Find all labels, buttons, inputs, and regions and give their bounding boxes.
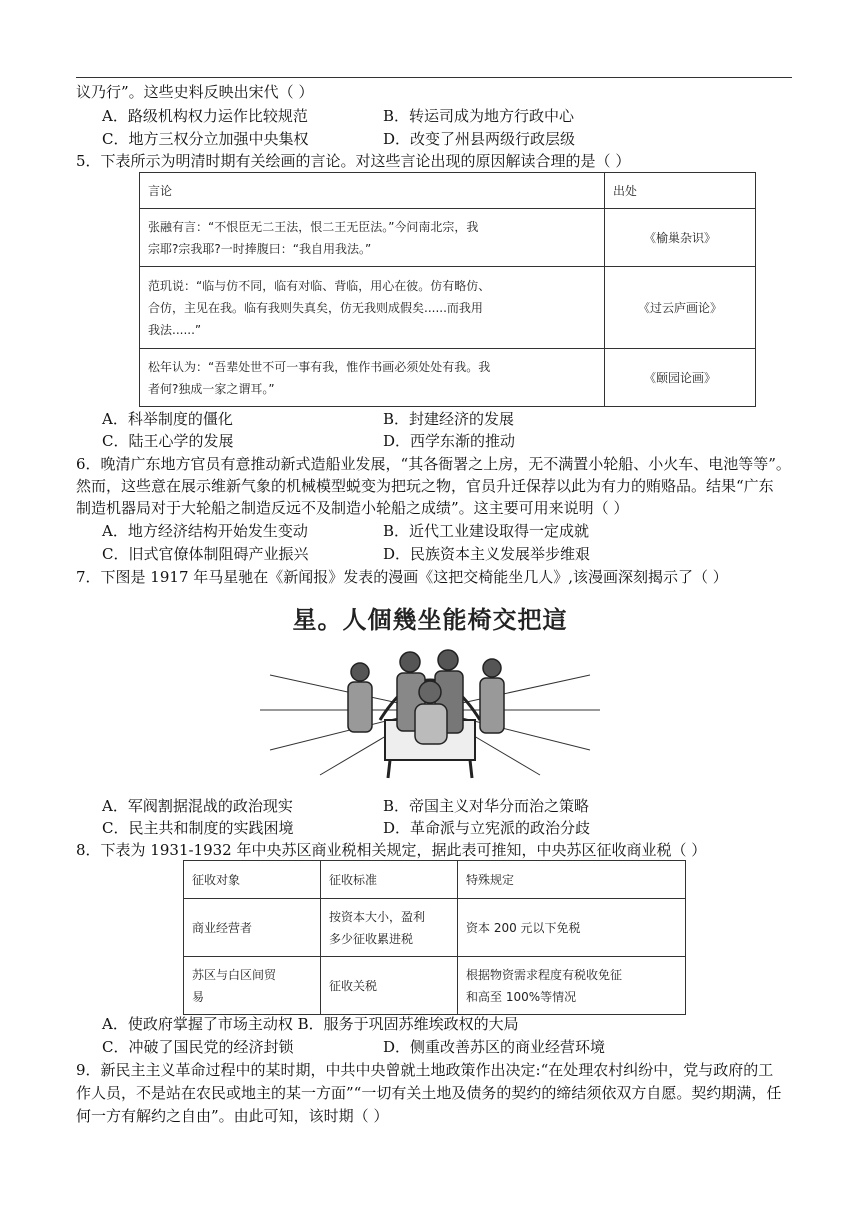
q8-header-standard: 征收标准 bbox=[321, 861, 458, 899]
table-row bbox=[184, 899, 686, 957]
q5-option-b[interactable]: B．封建经济的发展 bbox=[383, 410, 515, 428]
q5-row2-line3: 我法......” bbox=[148, 322, 202, 337]
table-row bbox=[184, 957, 686, 1015]
q5-row1-line2: 宗耶?宗我耶?一时捧腹曰：“我自用我法。” bbox=[148, 241, 372, 256]
q8-r1-c1: 商业经营者 bbox=[192, 920, 253, 935]
q5-row2-source: 《过云庐画论》 bbox=[605, 267, 756, 349]
q7-option-a[interactable]: A．军阀割据混战的政治现实 bbox=[102, 797, 293, 815]
q5-row1-source: 《榆巢杂识》 bbox=[605, 209, 756, 267]
header-rule bbox=[76, 77, 792, 78]
q6-option-a[interactable]: A．地方经济结构开始发生变动 bbox=[102, 522, 308, 540]
q8-table bbox=[183, 860, 686, 1015]
q8-option-c[interactable]: C．冲破了国民党的经济封锁 bbox=[102, 1038, 294, 1056]
q8-r2-c1-l1: 苏区与白区间贸 bbox=[192, 967, 277, 982]
q6-option-b[interactable]: B．近代工业建设取得一定成就 bbox=[383, 522, 590, 540]
q8-option-a-text: A．使政府掌握了市场主动权 bbox=[102, 1015, 293, 1033]
table-row bbox=[140, 209, 756, 267]
q5-row3-line2: 者何?独成一家之谓耳。” bbox=[148, 381, 275, 396]
q8-r2-c3-l1: 根据物资需求程度有税收免征 bbox=[466, 967, 623, 982]
q6-stem-line1: 6．晚清广东地方官员有意推动新式造船业发展，“其各衙署之上房，无不满置小轮船、小火车、电池等等”。 bbox=[76, 455, 791, 473]
q7-option-d[interactable]: D．革命派与立宪派的政治分歧 bbox=[383, 819, 591, 837]
q7-option-c[interactable]: C．民主共和制度的实践困境 bbox=[102, 819, 294, 837]
q5-row3-line1: 松年认为：“吾辈处世不可一事有我，惟作书画必须处处有我。我 bbox=[148, 359, 491, 374]
q8-r2-c1-l2: 易 bbox=[192, 989, 205, 1004]
q9-stem-line1: 9．新民主主义革命过程中的某时期，中共中央曾就土地政策作出决定:“在处理农村纠纷中，党与政府的工 bbox=[76, 1061, 774, 1079]
q5-row1-line1: 张融有言：“不恨臣无二王法，恨二王无臣法。”今问南北宗，我 bbox=[148, 219, 479, 234]
q8-option-b-text[interactable]: B．服务于巩固苏维埃政权的大局 bbox=[297, 1015, 519, 1033]
q7-stem: 7．下图是 1917 年马星驰在《新闻报》发表的漫画《这把交椅能坐几人》,该漫画深刻揭示了（ ） bbox=[76, 568, 728, 586]
q8-stem: 8．下表为 1931-1932 年中央苏区商业税相关规定，据此表可推知，中央苏区征收商业税（ ） bbox=[76, 841, 707, 859]
q6-stem-line2: 然而，这些意在展示维新气象的机械模型蜕变为把玩之物，官员升迁保荐以此为有力的贿赂品。结果“广东 bbox=[76, 477, 774, 495]
q8-r1-c2-l2: 多少征收累进税 bbox=[329, 931, 414, 946]
q5-option-d[interactable]: D．西学东渐的推动 bbox=[383, 432, 516, 450]
q8-r2-c2: 征收关税 bbox=[329, 978, 378, 993]
q5-stem: 5．下表所示为明清时期有关绘画的言论。对这些言论出现的原因解读合理的是（ ） bbox=[76, 152, 631, 170]
q7-option-b[interactable]: B．帝国主义对华分而治之策略 bbox=[383, 797, 590, 815]
table-row bbox=[140, 349, 756, 407]
q6-stem-line3: 制造机器局对于大轮船之制造反远不及制造小轮船之成绩”。这主要可用来说明（ ） bbox=[76, 499, 629, 517]
q5-option-a[interactable]: A．科举制度的僵化 bbox=[102, 410, 233, 428]
q8-r1-c3: 资本 200 元以下免税 bbox=[466, 920, 581, 935]
q5-option-c[interactable]: C．陆王心学的发展 bbox=[102, 432, 234, 450]
q4-stem-tail: 议乃行”。这些史料反映出宋代（ ） bbox=[76, 83, 314, 101]
q5-row2-line2: 合仿，主见在我。临有我则失真矣，仿无我则成假矣......而我用 bbox=[148, 300, 483, 315]
q9-stem-line3: 何一方有解约之自由”。由此可知，该时期（ ） bbox=[76, 1107, 389, 1125]
q4-option-a[interactable]: A．路级机构权力运作比较规范 bbox=[102, 107, 308, 125]
q4-option-b[interactable]: B．转运司成为地方行政中心 bbox=[383, 107, 575, 125]
q5-header-source: 出处 bbox=[605, 173, 756, 209]
table-row bbox=[140, 267, 756, 349]
q8-option-a[interactable] bbox=[102, 1014, 519, 1035]
q6-option-d[interactable]: D．民族资本主义发展举步维艰 bbox=[383, 545, 591, 563]
q8-option-d[interactable]: D．侧重改善苏区的商业经营环境 bbox=[383, 1038, 606, 1056]
q8-r1-c2-l1: 按资本大小，盈利 bbox=[329, 909, 426, 924]
q6-option-c[interactable]: C．旧式官僚体制阻碍产业振兴 bbox=[102, 545, 309, 563]
q5-row3-source: 《颐园论画》 bbox=[605, 349, 756, 407]
q8-header-object: 征收对象 bbox=[184, 861, 321, 899]
q5-table bbox=[139, 172, 756, 407]
q5-row2-line1: 范玑说：“临与仿不同，临有对临、背临，用心在彼。仿有略仿、 bbox=[148, 278, 491, 293]
q5-header-statement: 言论 bbox=[140, 173, 605, 209]
cartoon-image bbox=[260, 600, 600, 780]
cartoon-drawing bbox=[260, 600, 600, 780]
q9-stem-line2: 作人员，不是站在农民或地主的某一方面”“一切有关土地及债务的契约的缔结须依双方自愿。契约期满，任 bbox=[76, 1084, 782, 1102]
q4-option-d[interactable]: D．改变了州县两级行政层级 bbox=[383, 130, 576, 148]
cartoon-title: 星。人個幾坐能椅交把這 bbox=[292, 605, 568, 634]
q8-r2-c3-l2: 和高至 100%等情况 bbox=[466, 989, 577, 1004]
q4-option-c[interactable]: C．地方三权分立加强中央集权 bbox=[102, 130, 309, 148]
q8-header-special: 特殊规定 bbox=[458, 861, 686, 899]
